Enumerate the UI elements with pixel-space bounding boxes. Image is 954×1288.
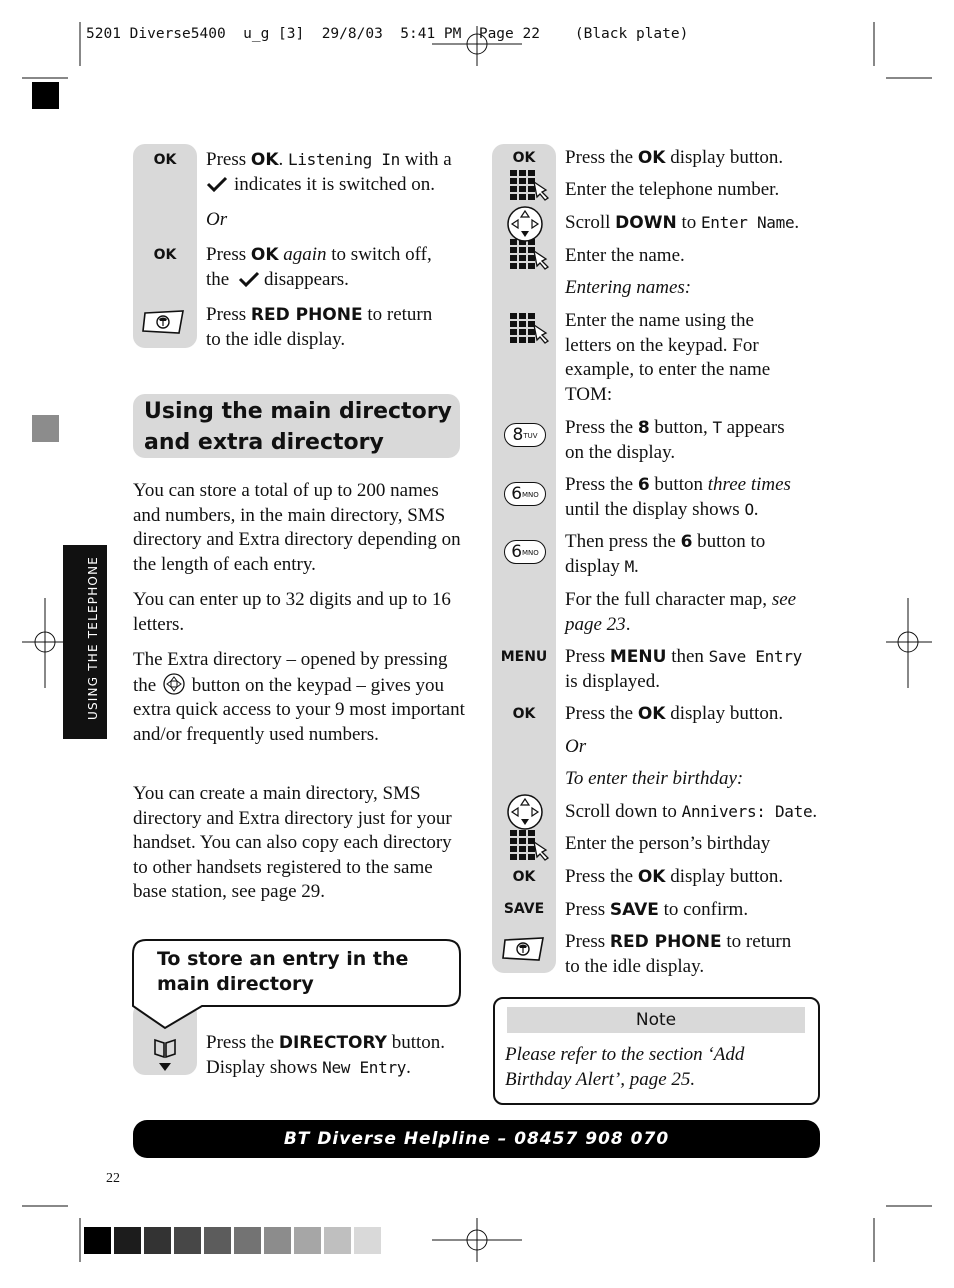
red-phone-icon xyxy=(142,309,186,335)
section-side-tab xyxy=(63,545,107,739)
calibration-swatch xyxy=(114,1227,141,1254)
body-paragraph-create-directory: You can create a main directory, SMS directory and Extra directory just for your handset. You can also copy each directory to other handsets registered to the same base station, see page 29. xyxy=(133,783,452,902)
entering-names-heading: Entering names: xyxy=(565,277,692,298)
calibration-swatch xyxy=(174,1227,201,1254)
calibration-swatch xyxy=(234,1227,261,1254)
step-enter-birthday: Enter the person’s birthday xyxy=(565,833,771,854)
keypad-icon xyxy=(510,830,550,860)
step-press-ok: Press the OK display button. xyxy=(565,703,784,724)
keypad-icon xyxy=(510,239,550,269)
keypad-icon xyxy=(510,170,550,200)
calibration-swatch xyxy=(354,1227,381,1254)
thumb-marker-grey xyxy=(32,415,59,442)
body-paragraph-capacity: You can store a total of up to 200 names and numbers, in the main directory, SMS directory and Extra directory depending on the length of each entry. xyxy=(133,480,461,575)
menu-key-label: MENU xyxy=(500,649,548,665)
or-text: Or xyxy=(206,209,228,230)
step-listening-in: Press OK. Listening In with a indicates it is switched on. xyxy=(206,149,452,195)
helpline-banner: BT Diverse Helpline – 08457 908 070 xyxy=(133,1120,820,1158)
calibration-swatch xyxy=(294,1227,321,1254)
key-8-icon: 8TUV xyxy=(504,423,546,447)
body-paragraph-limits: You can enter up to 32 digits and up to 16 letters. xyxy=(133,589,451,635)
calibration-swatch xyxy=(324,1227,351,1254)
step-press-save: Press SAVE to confirm. xyxy=(565,899,749,920)
step-press-6-three-times: Press the 6 button three times until the display shows O. xyxy=(565,474,791,520)
page-number: 22 xyxy=(106,1171,120,1186)
step-scroll-down: Scroll DOWN to Enter Name. xyxy=(565,212,800,233)
step-enter-number: Enter the telephone number. xyxy=(565,179,780,200)
or-text: Or xyxy=(565,736,587,757)
key-6-icon: 6MNO xyxy=(504,482,546,506)
navigation-scroll-icon xyxy=(506,205,544,243)
print-header: 5201 Diverse5400 u_g [3] 29/8/03 5:41 PM Page 22 (Black plate) xyxy=(86,26,689,42)
step-press-ok: Press the OK display button. xyxy=(565,866,784,887)
key-6-icon: 6MNO xyxy=(504,540,546,564)
ok-key-label: OK xyxy=(153,247,177,263)
body-paragraph-extra-directory: The Extra directory – opened by pressing the button on the keypad – gives you extra quick access to your 9 most important and/or frequently used numbers. xyxy=(133,649,465,745)
ok-key-label: OK xyxy=(512,869,536,885)
thumb-marker-black xyxy=(32,82,59,109)
step-switch-off: Press OK again to switch off, the disappears. xyxy=(206,244,432,290)
step-press-8: Press the 8 button, T appears on the display. xyxy=(565,417,785,463)
tick-icon xyxy=(206,176,228,192)
tick-icon xyxy=(238,271,260,287)
ok-key-label: OK xyxy=(512,150,536,166)
store-entry-title: To store an entry in the main directory xyxy=(157,948,409,995)
step-enter-name: Enter the name. xyxy=(565,245,685,266)
step-press-6-again: Then press the 6 button to display M. xyxy=(565,531,766,577)
step-press-menu: Press MENU then Save Entry is displayed. xyxy=(565,646,802,692)
calibration-swatch xyxy=(84,1227,111,1254)
directory-book-icon xyxy=(152,1037,178,1073)
section-side-tab-label: USING THE TELEPHONE xyxy=(86,555,100,720)
ok-key-label: OK xyxy=(153,152,177,168)
ok-key-label: OK xyxy=(512,706,536,722)
calibration-swatch xyxy=(144,1227,171,1254)
keypad-icon xyxy=(510,313,550,343)
birthday-heading: To enter their birthday: xyxy=(565,768,744,789)
navigation-scroll-icon xyxy=(506,793,544,831)
step-red-phone: Press RED PHONE to return to the idle display. xyxy=(206,304,433,350)
save-key-label: SAVE xyxy=(503,901,545,917)
step-scroll-anniversary: Scroll down to Annivers: Date. xyxy=(565,801,818,822)
step-red-phone: Press RED PHONE to return to the idle display. xyxy=(565,931,792,977)
extra-directory-key-icon xyxy=(163,673,185,695)
note-title: Note xyxy=(507,1007,805,1033)
section-title: Using the main directory and extra directory xyxy=(144,399,452,455)
step-press-ok: Press the OK display button. xyxy=(565,147,784,168)
character-map-reference: For the full character map, see page 23. xyxy=(565,589,797,635)
calibration-swatch xyxy=(264,1227,291,1254)
step-press-directory: Press the DIRECTORY button. Display shows New Entry. xyxy=(206,1032,446,1078)
note-body: Please refer to the section ‘Add Birthday Alert’, page 25. xyxy=(505,1044,745,1090)
step-enter-name-letters: Enter the name using the letters on the keypad. For example, to enter the name TOM: xyxy=(565,310,771,405)
calibration-swatch xyxy=(204,1227,231,1254)
red-phone-icon xyxy=(502,936,546,962)
